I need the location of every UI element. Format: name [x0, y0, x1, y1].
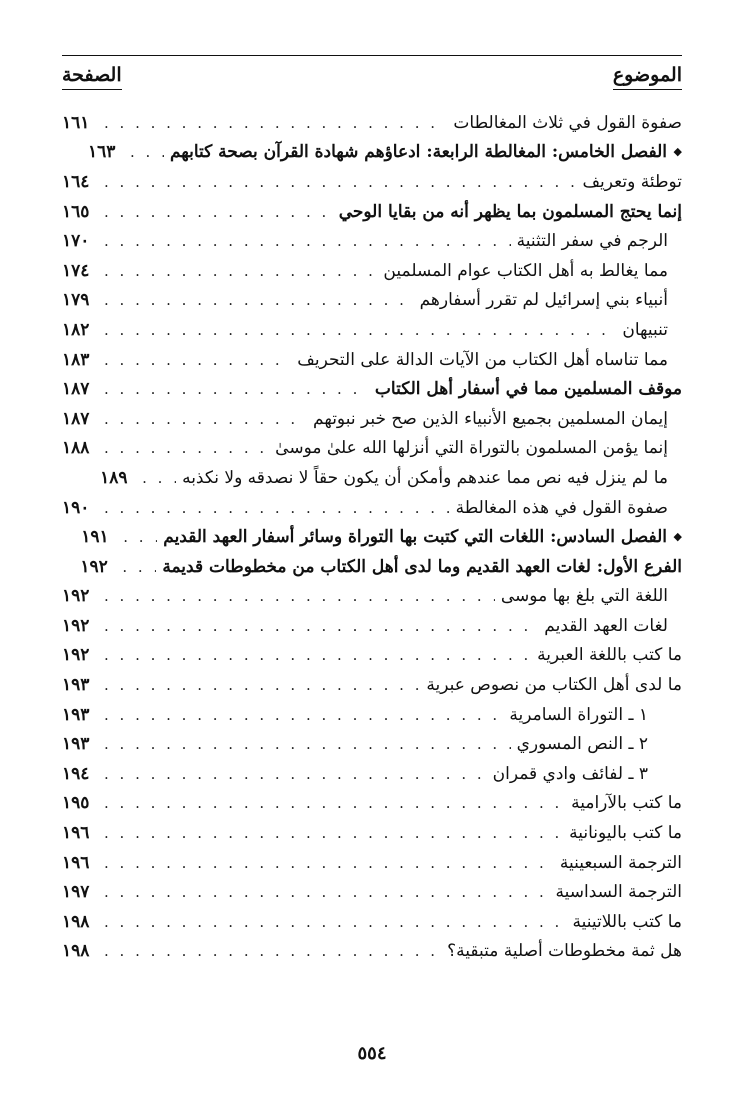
toc-entry-title: صفوة القول في هذه المغالطة: [455, 497, 668, 518]
toc-entry: [62, 937, 682, 967]
toc-entry: [62, 582, 682, 612]
toc-entry-title: ما كتب باللغة العبرية: [537, 645, 682, 666]
dot-leader: [104, 644, 531, 666]
dot-leader: [104, 852, 554, 874]
page-number: ٥٥٤: [357, 1043, 387, 1064]
dot-leader: [104, 349, 291, 371]
toc-entry-title: ٣ ـ لفائف وادي قمران: [492, 763, 648, 784]
toc-entry-title: ما لم ينزل فيه نص مما عندهم وأمكن أن يكون حقاً لا نصدقه ولا نكذبه: [182, 467, 668, 488]
toc-entry-title: مما يغالط به أهل الكتاب عوام المسلمين: [383, 260, 668, 281]
toc-entry: [62, 729, 682, 759]
dot-leader: [123, 526, 157, 548]
toc-entry: [62, 434, 682, 464]
toc-entry-page: ١٩٣: [62, 734, 90, 755]
toc-entry-page: ١٩٣: [62, 704, 90, 725]
dot-leader: [104, 911, 567, 933]
dot-leader: [104, 733, 511, 755]
dot-leader: [104, 408, 307, 430]
toc-entry: [62, 345, 682, 375]
dot-leader: [122, 556, 156, 578]
toc-entry-page: ١٦٤: [62, 171, 90, 192]
dot-leader: [104, 112, 447, 134]
toc-entry-page: ١٩٦: [62, 852, 90, 873]
toc-entry-title: لغات العهد القديم: [544, 615, 668, 636]
toc-entry-title: مما تناساه أهل الكتاب من الآيات الدالة على التحريف: [297, 349, 668, 370]
toc-entry-page: ١٩٣: [62, 675, 90, 696]
dot-leader: [104, 230, 511, 252]
toc-entry-page: ١٩٢: [62, 586, 90, 607]
toc-entry-title: أنبياء بني إسرائيل لم تقرر أسفارهم: [419, 290, 668, 311]
toc-entry-page: ١٨٧: [62, 408, 90, 429]
toc-entry-title: إنما يؤمن المسلمون بالتوراة التي أنزلها الله علىٰ موسىٰ: [275, 438, 668, 459]
page-column-heading: الصفحة: [62, 63, 122, 90]
toc-entry-page: ١٧٩: [62, 290, 90, 311]
dot-leader: [104, 674, 420, 696]
toc-entry: [62, 907, 682, 937]
toc-entry-title: صفوة القول في ثلاث المغالطات: [453, 112, 682, 133]
toc-entry-page: ١٦٥: [62, 201, 90, 222]
topic-column-heading: الموضوع: [613, 63, 682, 90]
toc-entry-page: ١٨٧: [62, 379, 90, 400]
toc-header: [62, 61, 682, 91]
toc-entry-page: ١٩٧: [62, 882, 90, 903]
toc-entry-page: ١٩٢: [80, 556, 108, 577]
dot-leader: [104, 171, 576, 193]
diamond-bullet-icon: ◆: [673, 145, 682, 159]
toc-entry-page: ١٨٩: [100, 467, 128, 488]
toc-entry-title: ٢ ـ النص المسوري: [516, 734, 648, 755]
toc-entry: [62, 670, 682, 700]
dot-leader: [104, 763, 487, 785]
toc-entry-page: ١٨٢: [62, 319, 90, 340]
toc-entry: [62, 700, 682, 730]
toc-entry-title: ما كتب بالآرامية: [571, 793, 682, 814]
toc-entry: [62, 522, 682, 552]
dot-leader: [104, 615, 538, 637]
toc-entry: [62, 759, 682, 789]
toc-entry-page: ١٧٠: [62, 231, 90, 252]
toc-entry-title: ١ ـ التوراة السامرية: [509, 704, 648, 725]
dot-leader: [130, 141, 164, 163]
toc-entry-title: الفرع الأول: لغات العهد القديم وما لدى أهل الكتاب من مخطوطات قديمة: [162, 556, 682, 577]
toc-entry: [62, 877, 682, 907]
toc-entry-title: توطئة وتعريف: [582, 171, 682, 192]
toc-entry: [62, 286, 682, 316]
toc-page: [62, 55, 682, 1064]
toc-entry-title: هل ثمة مخطوطات أصلية متبقية؟: [447, 941, 682, 962]
toc-entry-title: ما لدى أهل الكتاب من نصوص عبرية: [426, 675, 682, 696]
toc-entry: [62, 493, 682, 523]
toc-entry: [62, 789, 682, 819]
dot-leader: [104, 704, 503, 726]
toc-entry-page: ١٩٨: [62, 941, 90, 962]
toc-entry: [62, 315, 682, 345]
toc-entry-title: الترجمة السداسية: [555, 882, 682, 903]
dot-leader: [104, 822, 563, 844]
dot-leader: [104, 378, 369, 400]
dot-leader: [104, 585, 495, 607]
dot-leader: [104, 260, 377, 282]
toc-entry-title: الفصل الخامس: المغالطة الرابعة: ادعاؤهم شهادة القرآن بصحة كتابهم: [169, 142, 667, 163]
toc-entry-page: ١٨٣: [62, 349, 90, 370]
toc-entry: [62, 197, 682, 227]
toc-entry-page: ١٩٨: [62, 911, 90, 932]
toc-list: [62, 108, 682, 966]
dot-leader: [104, 497, 450, 519]
toc-entry-page: ١٨٨: [62, 438, 90, 459]
toc-entry-title: إيمان المسلمين بجميع الأنبياء الذين صح خبر نبوتهم: [313, 408, 668, 429]
toc-entry-title: موقف المسلمين مما في أسفار أهل الكتاب: [374, 379, 682, 400]
dot-leader: [142, 467, 176, 489]
toc-entry: [62, 108, 682, 138]
toc-entry: [62, 138, 682, 168]
toc-entry-page: ١٦١: [62, 112, 90, 133]
toc-entry: [62, 818, 682, 848]
dot-leader: [104, 289, 414, 311]
toc-entry: [62, 374, 682, 404]
dot-leader: [104, 881, 550, 903]
dot-leader: [104, 201, 333, 223]
dot-leader: [104, 437, 269, 459]
toc-entry-title: تنبيهان: [622, 319, 668, 340]
toc-entry-page: ١٩٠: [62, 497, 90, 518]
toc-entry: [62, 641, 682, 671]
diamond-bullet-icon: ◆: [673, 530, 682, 544]
toc-entry-page: ١٧٤: [62, 260, 90, 281]
toc-entry-page: ١٩٢: [62, 615, 90, 636]
toc-entry-page: ١٩٤: [62, 763, 90, 784]
toc-entry-page: ١٩١: [81, 527, 109, 548]
toc-entry-page: ١٩٦: [62, 823, 90, 844]
toc-entry-title: الترجمة السبعينية: [559, 852, 682, 873]
toc-entry: [62, 256, 682, 286]
toc-entry: [62, 226, 682, 256]
toc-entry-title: الرجم في سفر التثنية: [516, 231, 668, 252]
toc-entry-page: ١٩٥: [62, 793, 90, 814]
toc-entry: [62, 167, 682, 197]
toc-entry-title: إنما يحتج المسلمون بما يظهر أنه من بقايا الوحي: [338, 201, 682, 222]
dot-leader: [104, 319, 616, 341]
toc-entry-page: ١٦٣: [87, 142, 116, 163]
toc-entry-title: الفصل السادس: اللغات التي كتبت بها التوراة وسائر أسفار العهد القديم: [163, 527, 667, 548]
toc-entry-title: ما كتب باليونانية: [569, 823, 682, 844]
toc-entry-title: اللغة التي بلغ بها موسى: [500, 586, 668, 607]
toc-entry: [62, 552, 682, 582]
dot-leader: [104, 792, 565, 814]
toc-entry: [62, 611, 682, 641]
toc-entry: [62, 463, 682, 493]
toc-entry-title: ما كتب باللاتينية: [572, 911, 682, 932]
dot-leader: [104, 940, 441, 962]
toc-entry-page: ١٩٢: [62, 645, 90, 666]
toc-entry: [62, 404, 682, 434]
top-rule: [62, 55, 682, 56]
toc-entry: [62, 848, 682, 878]
